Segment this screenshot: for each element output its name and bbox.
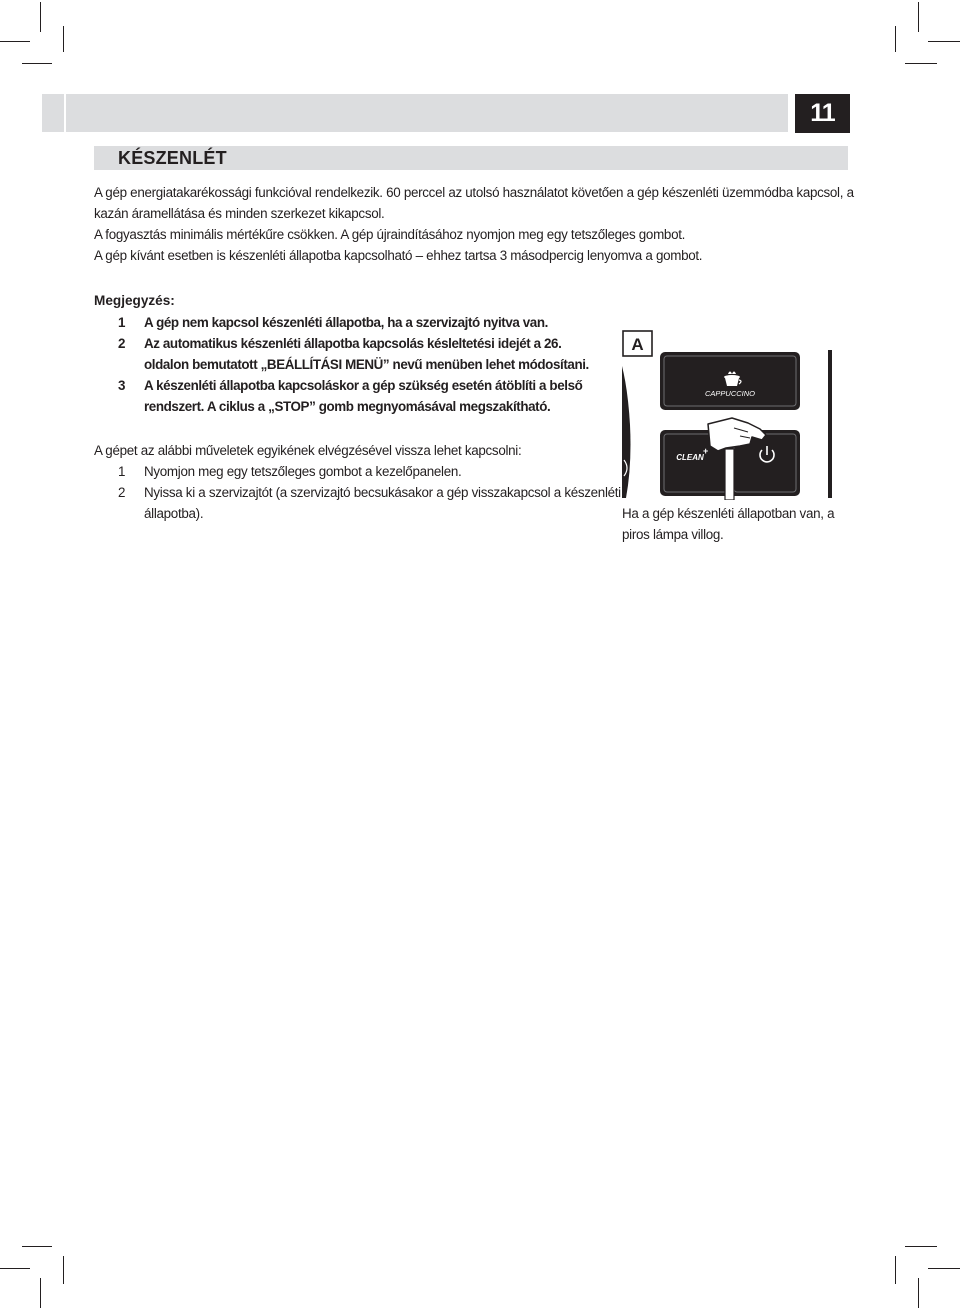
crop-mark [928, 1268, 960, 1269]
wake-intro-line: A gépet az alábbi műveletek egyikének elvégzésével vissza lehet kapcsolni: [94, 443, 522, 458]
header-band [42, 94, 788, 132]
note-list [94, 312, 664, 417]
plus-icon: + [703, 446, 709, 456]
wake-item [94, 482, 664, 524]
crop-mark [905, 63, 937, 64]
wake-item-line: Nyissa ki a szervizajtót (a szervizajtó becsukásakor a gép visszakapcsol a készenléti [144, 485, 621, 500]
crop-mark [40, 2, 41, 32]
note-item-line: A készenléti állapotba kapcsoláskor a gép szükség esetén átöblíti a belső [144, 378, 583, 393]
note-item-number: 2 [118, 336, 126, 351]
note-item [94, 333, 664, 375]
crop-mark [22, 1246, 52, 1247]
crop-mark [22, 63, 52, 64]
intro-line: A gép kívánt esetben is készenléti állapotba kapcsolható – ehhez tartsa 3 másodpercig lenyomva a gombot. [94, 248, 703, 263]
crop-mark [40, 1278, 41, 1308]
note-item [94, 375, 664, 417]
page-number: 11 [795, 94, 850, 133]
note-item-line: Az automatikus készenléti állapotba kapcsolás késleltetési idejét a 26. [144, 336, 562, 351]
crop-mark [63, 26, 64, 52]
crop-mark [63, 1256, 64, 1284]
panel-right-edge [828, 350, 832, 498]
intro-line: kazán áramellátása és minden szerkezet kikapcsol. [94, 206, 385, 221]
figure-label: A [631, 335, 644, 354]
figure-caption [622, 503, 842, 545]
caption-line: piros lámpa villog. [622, 527, 724, 542]
crop-mark [905, 1246, 937, 1247]
crop-mark [928, 41, 960, 42]
note-item-line: A gép nem kapcsol készenléti állapotba, ha a szervizajtó nyitva van. [144, 315, 548, 330]
intro-line: A fogyasztás minimális mértékűre csökken. A gép újraindításához nyomjon meg egy tetszőleges gombot. [94, 227, 686, 242]
control-panel-illustration [622, 330, 832, 500]
crop-mark [0, 41, 30, 42]
note-item-number: 1 [118, 315, 126, 330]
panel-edge [622, 366, 631, 498]
crop-mark [918, 1278, 919, 1308]
note-item-line: rendszert. A ciklus a „STOP” gomb megnyomásával megszakítható. [144, 399, 551, 414]
control-panel-figure [622, 330, 832, 500]
wake-item-line: állapotba). [144, 506, 204, 521]
note-heading: Megjegyzés: [94, 293, 175, 308]
crop-mark [895, 1256, 896, 1284]
clean-label: CLEAN [676, 453, 704, 462]
wake-item-number: 1 [118, 464, 126, 479]
intro-line: A gép energiatakarékossági funkcióval rendelkezik. 60 perccel az utolsó használatot követően a gép készenléti üzemmódba kapcsol, a [94, 185, 854, 200]
note-item [94, 312, 664, 333]
crop-mark [918, 2, 919, 32]
caption-line: Ha a gép készenléti állapotban van, a [622, 506, 835, 521]
wake-list [94, 461, 664, 524]
crop-mark [0, 1268, 30, 1269]
note-item-number: 3 [118, 378, 126, 393]
section-title: KÉSZENLÉT [118, 148, 227, 168]
wake-item-number: 2 [118, 485, 126, 500]
crop-mark [895, 26, 896, 52]
note-item-line: oldalon bemutatott „BEÁLLÍTÁSI MENÜ” nevű menüben lehet módosítani. [144, 357, 589, 372]
intro-paragraph [94, 182, 854, 266]
wake-item-line: Nyomjon meg egy tetszőleges gombot a kezelőpanelen. [144, 464, 462, 479]
cappuccino-label: CAPPUCCINO [704, 389, 756, 398]
wake-item [94, 461, 664, 482]
